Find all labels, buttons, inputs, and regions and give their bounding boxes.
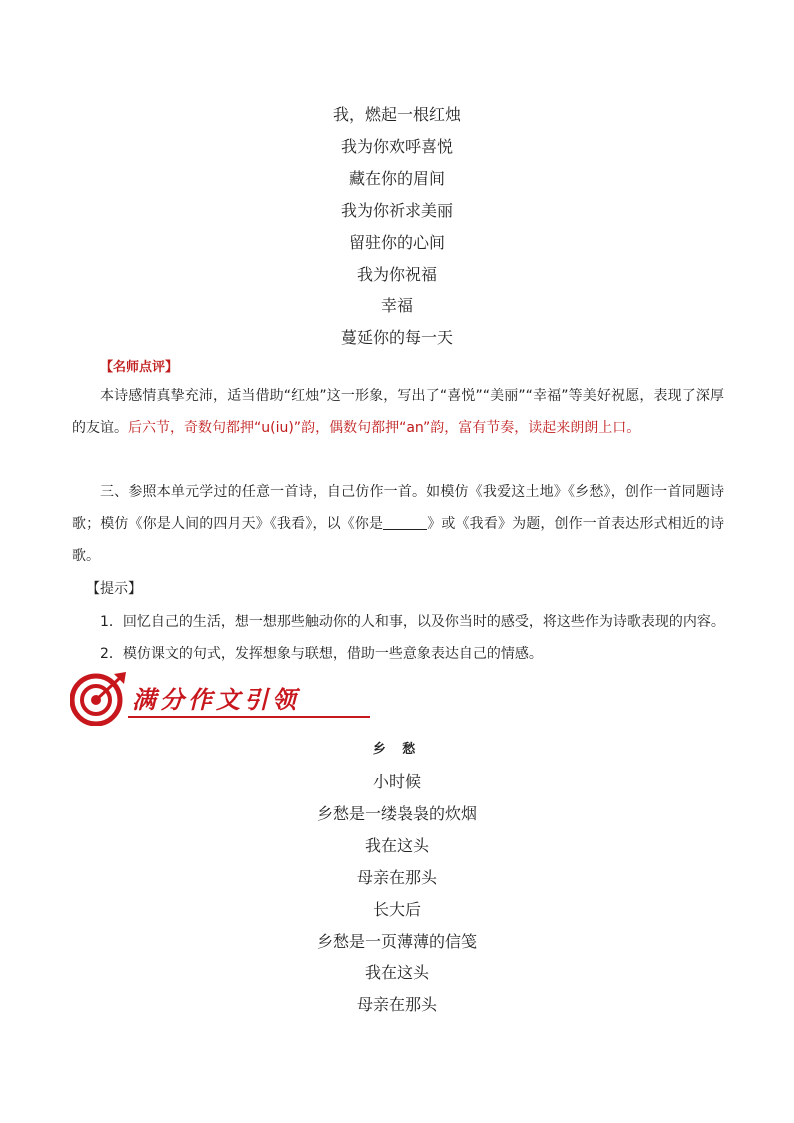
poem-line: 留驻你的心间 xyxy=(348,233,445,252)
fill-blank xyxy=(383,515,427,530)
poem-title: 乡 愁 xyxy=(372,742,422,757)
poem-line: 母亲在那头 xyxy=(356,995,437,1014)
task-text-part2: 》或《我看》为题，创作一首表达形式相近的诗歌。 xyxy=(72,516,725,564)
poem-line: 幸福 xyxy=(380,296,413,315)
poem-line: 长大后 xyxy=(372,900,421,919)
banner-title: 满分作文引领 xyxy=(132,685,300,714)
comment-rhyme-text: 后六节，奇数句都押“u(iu)”韵，偶数句都押“an”韵，富有节奏，读起来朗朗上口。 xyxy=(128,420,641,436)
section-banner xyxy=(70,672,302,726)
poem-line: 母亲在那头 xyxy=(356,868,437,887)
poem-line: 我为你欢呼喜悦 xyxy=(340,137,453,156)
poem-line: 我，燃起一根红烛 xyxy=(332,105,461,124)
comment-paragraph xyxy=(72,380,724,444)
banner-underline xyxy=(128,716,370,718)
poem-line: 我为你祈求美丽 xyxy=(340,201,453,220)
comment-label: 【名师点评】 xyxy=(100,360,179,375)
hint-item: 1．回忆自己的生活，想一想那些触动你的人和事，以及你当时的感受，将这些作为诗歌表现的内容。 xyxy=(100,614,725,630)
comment-text: 本诗感情真挚充沛，适当借助“红烛”这一形象，写出了“喜悦”“美丽”“幸福”等美好祝愿，表现了深厚的友谊。 xyxy=(72,388,724,436)
poem-line: 蔓延你的每一天 xyxy=(340,328,453,347)
poem-line: 藏在你的眉间 xyxy=(348,169,445,188)
poem-line: 乡愁是一页薄薄的信笺 xyxy=(316,932,477,951)
poem-line: 我为你祝福 xyxy=(356,265,437,284)
target-icon xyxy=(70,672,128,726)
poem-line: 我在这头 xyxy=(364,963,429,982)
poem-line: 小时候 xyxy=(372,772,421,791)
task-paragraph xyxy=(72,476,724,572)
task-text-part1: 三、参照本单元学过的任意一首诗，自己仿作一首。如模仿《我爱这土地》《乡愁》，创作一首同题诗歌；模仿《你是人间的四月天》《我看》，以《你是 xyxy=(72,484,724,532)
poem-line: 乡愁是一缕袅袅的炊烟 xyxy=(316,804,477,823)
poem-line: 我在这头 xyxy=(364,836,429,855)
hint-label: 【提示】 xyxy=(86,581,142,597)
hint-item: 2．模仿课文的句式，发挥想象与联想，借助一些意象表达自己的情感。 xyxy=(100,646,543,662)
